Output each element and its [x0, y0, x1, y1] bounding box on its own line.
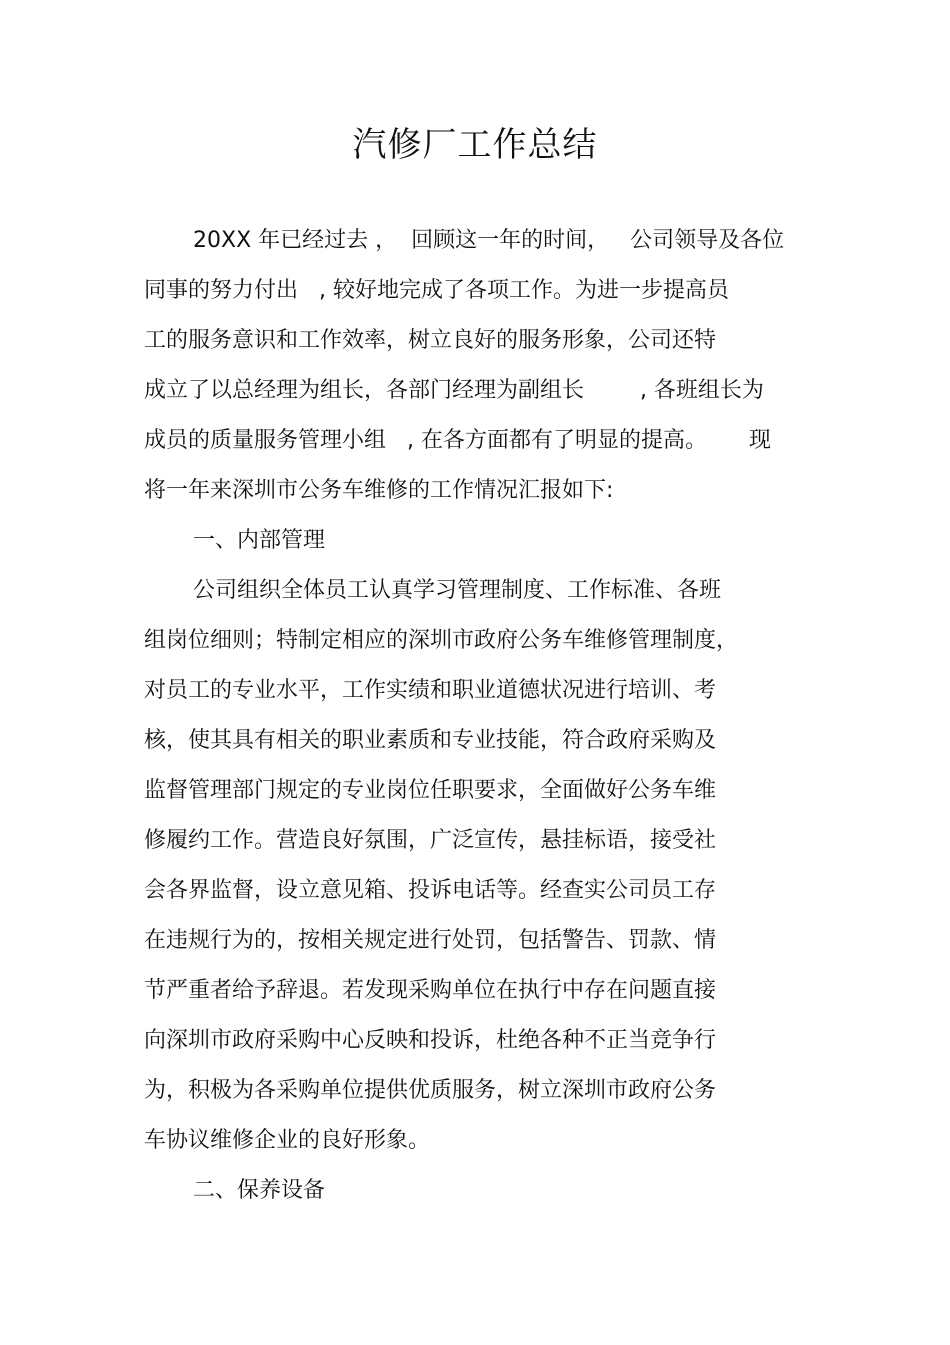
paragraph-line: 对员工的专业水平，工作实绩和职业道德状况进行培训、考	[144, 678, 717, 703]
paragraph-line: 节严重者给予辞退。若发现采购单位在执行中存在问题直接	[144, 978, 717, 1003]
paragraph-line: 公司组织全体员工认真学习管理制度、工作标准、各班	[193, 578, 722, 603]
section-heading: 一、内部管理	[193, 528, 326, 553]
paragraph-line: 为，积极为各采购单位提供优质服务，树立深圳市政府公务	[144, 1078, 717, 1103]
document-title: 汽修厂工作总结	[352, 125, 598, 165]
paragraph-line: 工的服务意识和工作效率，树立良好的服务形象，公司还特	[144, 328, 717, 353]
paragraph-line: 向深圳市政府采购中心反映和投诉，杜绝各种不正当竞争行	[144, 1028, 717, 1053]
paragraph-line: 监督管理部门规定的专业岗位任职要求，全面做好公务车维	[144, 778, 717, 803]
paragraph-line: 成立了以总经理为组长，各部门经理为副组长 , 各班组长为	[144, 378, 764, 403]
paragraph-line: 同事的努力付出 , 较好地完成了各项工作。为进一步提高员	[144, 278, 729, 303]
section-heading: 二、保养设备	[193, 1178, 326, 1203]
paragraph-line: 核，使其具有相关的职业素质和专业技能，符合政府采购及	[144, 728, 717, 753]
paragraph-line: 车协议维修企业的良好形象。	[144, 1128, 431, 1153]
paragraph-line: 修履约工作。营造良好氛围，广泛宣传，悬挂标语，接受社	[144, 828, 717, 853]
paragraph-line: 20XX 年已经过去 ， 回顾这一年的时间， 公司领导及各位	[193, 228, 785, 253]
paragraph-line: 成员的质量服务管理小组 , 在各方面都有了明显的提高。 现	[144, 428, 771, 453]
paragraph-line: 将一年来深圳市公务车维修的工作情况汇报如下:	[144, 478, 614, 503]
paragraph-line: 组岗位细则；特制定相应的深圳市政府公务车维修管理制度，	[144, 628, 739, 653]
paragraph-line: 会各界监督，设立意见箱、投诉电话等。经查实公司员工存	[144, 878, 717, 903]
paragraph-line: 在违规行为的，按相关规定进行处罚，包括警告、罚款、情	[144, 928, 717, 953]
